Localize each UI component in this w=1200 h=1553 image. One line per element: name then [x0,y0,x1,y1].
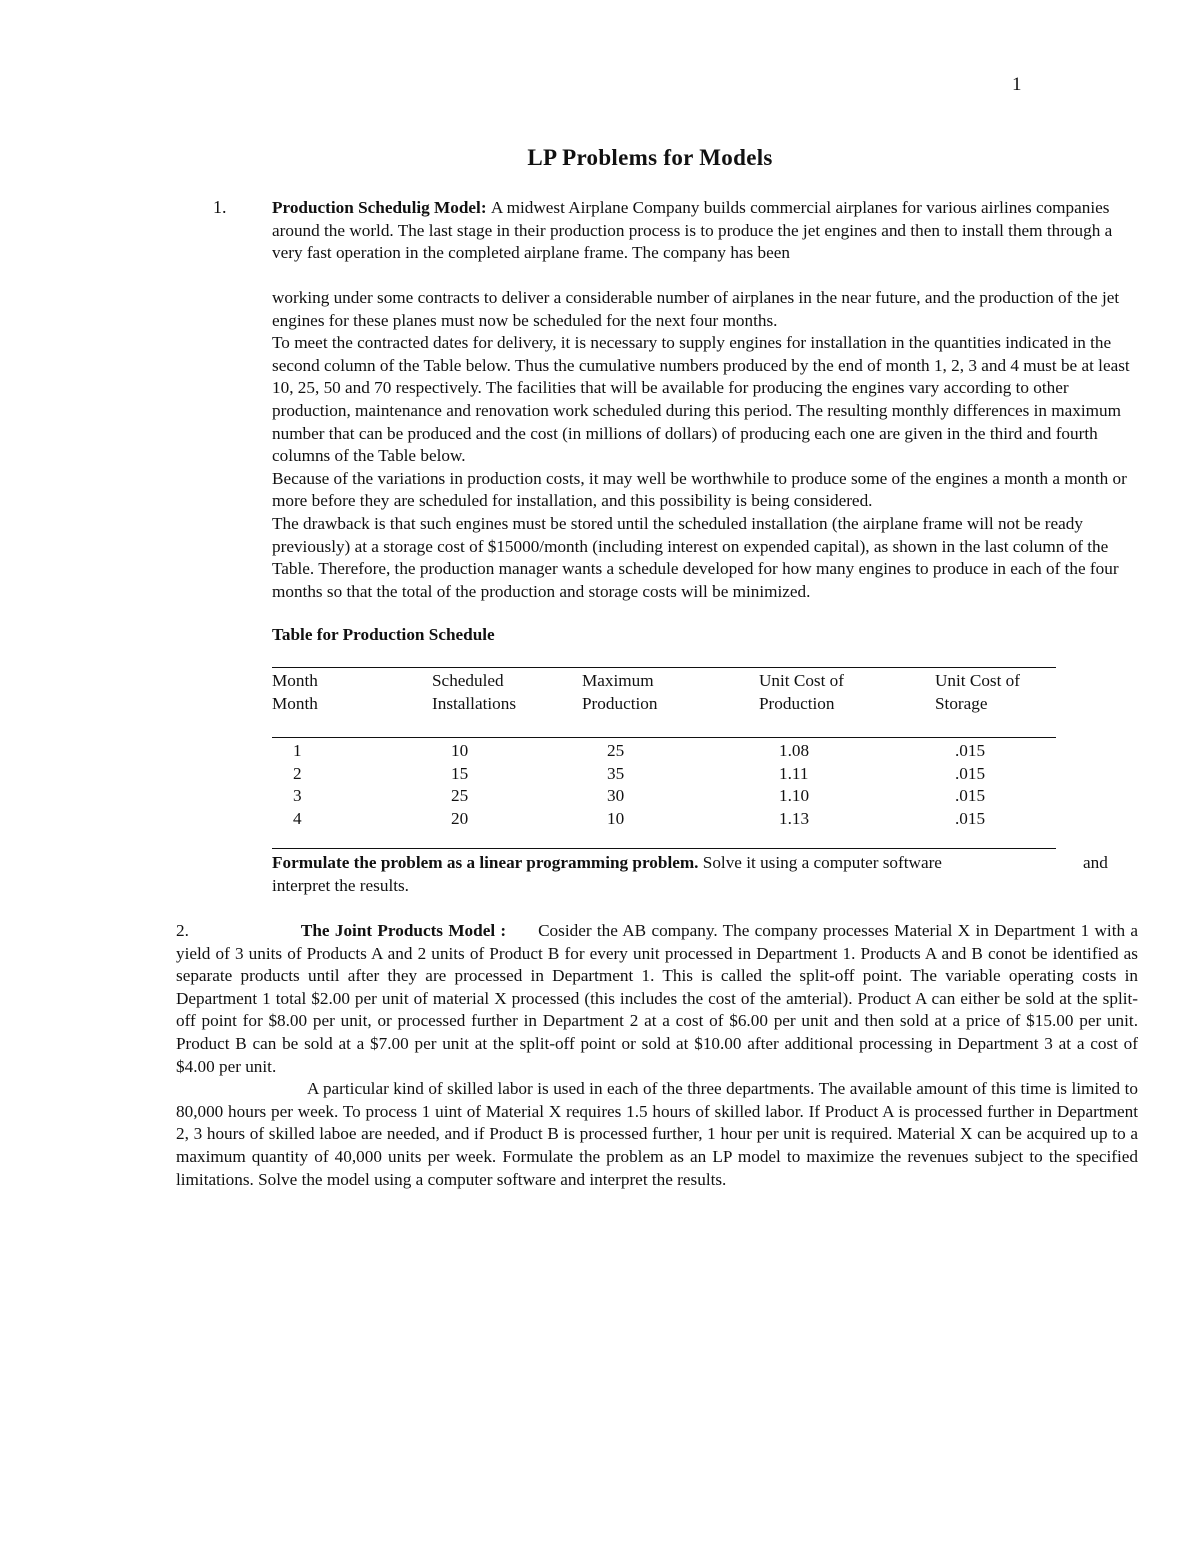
table-top-rule [272,667,1056,668]
formulate-line-2: interpret the results. [272,875,409,895]
table-cell: 3 [293,786,302,806]
formulate-bold-text: Formulate the problem as a linear programming problem. [272,853,699,872]
problem-1-paragraph: To meet the contracted dates for delivery, it is necessary to supply engines for installation in the quantities indicated in the second column of the Table below. Thus the cumulative numbers produced by the end of month 1, 2, 3 and 4 must be at least 10, 25, 50 and 70 respectively. The facilities that will be available for producing the engines vary according to other production, maintenance and renovation work scheduled during this period. The resulting monthly differences in maximum number that can be produced and the cost (in millions of dollars) of producing each one are given in the third and fourth columns of the Table below. [272,333,1130,466]
document-title: LP Problems for Models [527,145,773,170]
table-body [272,740,1072,830]
problem-2-paragraph: Cosider the AB company. The company processes Material X in Department 1 with a yield of 3 units of Products A and 2 units of Product B for every unit processed in Department 1. Products A and B conot be identified as separate products until after they are processed in Department 1. This is called the split-off point. The variable operating costs in Department 1 total $2.00 per unit of material X processed (this includes the cost of the amterial). Product A can either be sold at the split-off point for $8.00 per unit, or processed further in Department 2 at a cost of $6.00 per unit and then sold at a price of $15.00 per unit. Product B can be sold at a $7.00 per unit at the split-off point or sold at $10.00 after additional processing in Department 3 at a cost of $4.00 per unit. [176,921,1139,1076]
problem-1-intro-text: A midwest Airplane Company builds commercial airplanes for various airlines companies around the world. The last stage in their production process is to produce the jet engines and then to install them through a very fast operation in the completed airplane frame. The company has been [272,198,1113,263]
table-header-cell: Maximum Production [582,671,658,713]
problem-1-instructions [272,852,1122,897]
table-cell: 1.11 [779,763,809,783]
problem-2-body [176,920,1138,1191]
table-cell: 25 [451,786,469,806]
problem-1-paragraph: working under some contracts to deliver a considerable number of airplanes in the near future, and the production of the jet engines for these planes must now be scheduled for the next four months. [272,288,1120,330]
problem-1-heading: Production Schedulig Model: [272,198,487,217]
problem-1-body [272,287,1132,603]
table-caption: Table for Production Schedule [272,625,495,644]
formulate-text: Solve it using a computer software [702,853,942,872]
problem-1-number: 1. [213,197,227,217]
table-cell: .015 [955,741,986,760]
table-cell: 15 [451,763,469,783]
table-bottom-rule [272,848,1056,849]
problem-1-intro [272,197,1142,265]
table-cell: 1.13 [779,808,810,828]
table-header-rule [272,737,1056,738]
table-row [272,763,1072,786]
table-cell: 20 [451,808,469,828]
table-cell: 10 [607,808,625,828]
table-cell: .015 [955,763,986,783]
table-cell: 2 [293,763,302,783]
table-cell: 10 [451,741,469,760]
problem-2-heading: The Joint Products Model : [300,921,507,940]
table-cell: 1.08 [779,741,810,760]
problem-1-paragraph: The drawback is that such engines must be stored until the scheduled installation (the airplane frame will not be ready previously) at a storage cost of $15000/month (including interest on expended capital), as shown in the last column of the Table. Therefore, the production manager wants a schedule developed for how many engines to produce in each of the four months so that the total of the production and storage costs will be minimized. [272,513,1119,601]
table-row [272,740,1072,763]
table-cell: 35 [607,763,625,783]
table-cell: 1.10 [779,786,810,806]
table-row [272,785,1072,808]
table-row [272,808,1072,831]
table-header-cell: Month Month [272,671,318,713]
table-cell: 25 [607,741,625,760]
table-header-cell: Unit Cost of Storage [935,671,1020,713]
table-cell: 30 [607,786,625,806]
problem-1-paragraph: Because of the variations in production costs, it may well be worthwhile to produce some of the engines a month a month or more before they are scheduled for installation, and this possibility is being considered. [272,468,1127,511]
problem-2-paragraph: A particular kind of skilled labor is used in each of the three departments. The available amount of this time is limited to 80,000 hours per week. To process 1 uint of Material X requires 1.5 hours of skilled labor. If Product A is processed further in Department 2, 3 hours of skilled laboe are needed, and if Product B is processed further, 1 hour per unit is required. Material X can be acquired up to a maximum quantity of 40,000 units per week. Formulate the problem as an LP model to maximize the revenues subject to the specified limitations. Solve the model using a computer software and interpret the results. [176,1079,1138,1189]
table-cell: .015 [955,808,986,828]
formulate-and: and [1083,853,1108,872]
problem-2-number: 2. [176,921,189,940]
table-cell: .015 [955,786,986,806]
page-number: 1 [1012,74,1022,95]
table-cell: 4 [293,808,302,828]
table-header-cell: Scheduled Installations [432,671,517,713]
table-header-cell: Unit Cost of Production [759,671,844,713]
table-cell: 1 [293,741,302,760]
